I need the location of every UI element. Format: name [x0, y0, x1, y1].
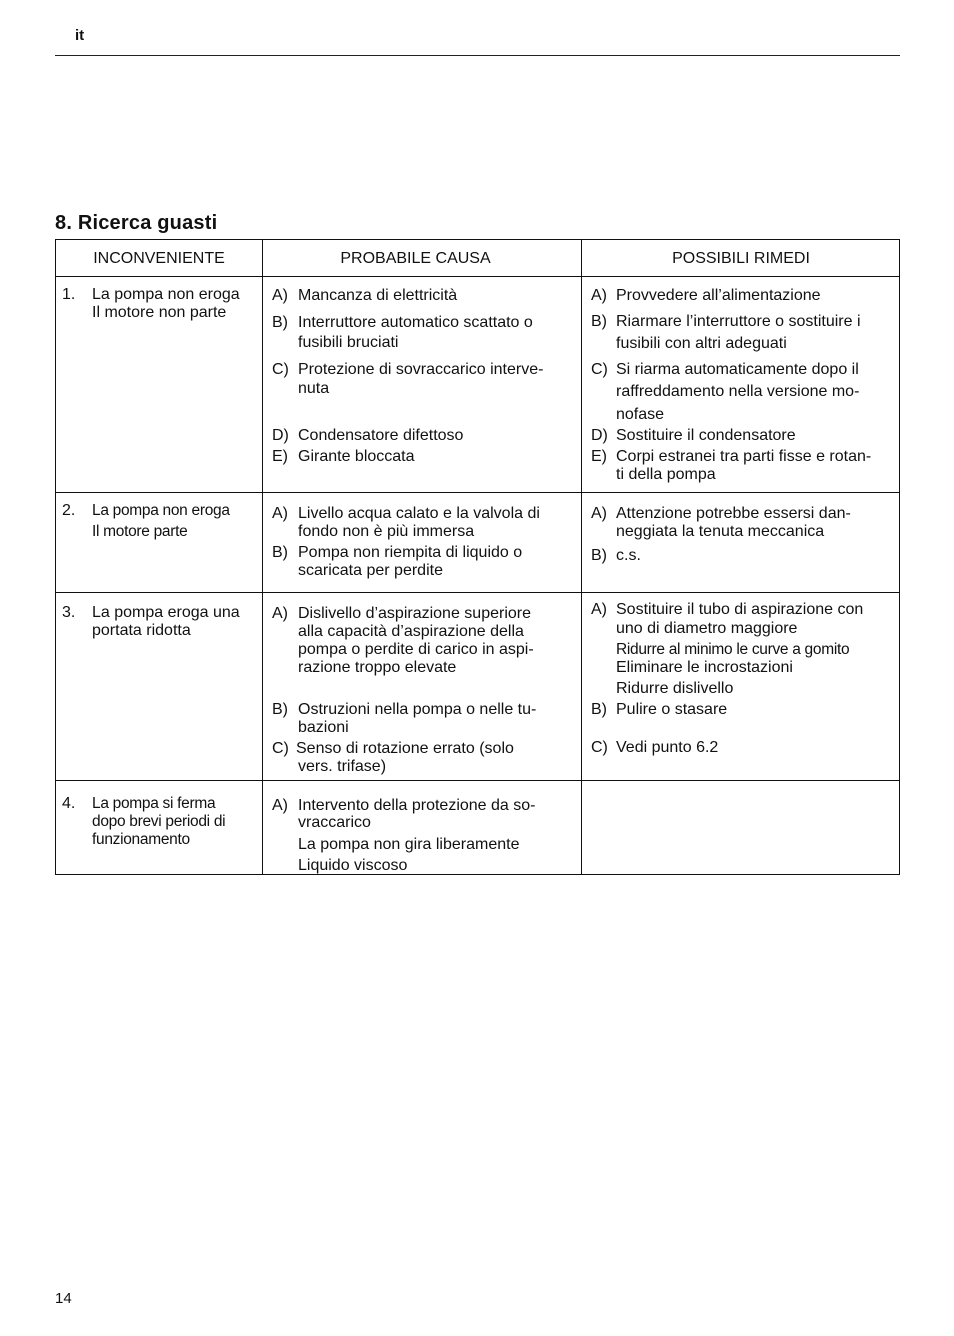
cause-text: razione troppo elevate	[298, 659, 457, 676]
remedy-letter: A)	[591, 287, 607, 304]
cause-text: Mancanza di elettricità	[298, 287, 458, 304]
remedy-text: nofase	[616, 406, 665, 423]
language-code: it	[75, 27, 85, 44]
cause-letter: A)	[272, 797, 288, 814]
row-divider	[56, 276, 899, 277]
cause-letter: B)	[272, 701, 288, 718]
cause-letter: B)	[272, 544, 288, 561]
remedy-text: Ridurre al minimo le curve a gomito	[616, 641, 850, 658]
row-number: 3.	[62, 604, 76, 621]
remedy-text: Vedi punto 6.2	[616, 739, 719, 756]
cause-text: Senso di rotazione errato (solo	[296, 740, 514, 757]
row-divider	[56, 592, 899, 593]
problem-text: La pompa non eroga	[92, 502, 230, 519]
remedy-text: Sostituire il condensatore	[616, 427, 796, 444]
remedy-text: Corpi estranei tra parti fisse e rotan-	[616, 448, 872, 465]
remedy-text: Sostituire il tubo di aspirazione con	[616, 601, 864, 618]
column-divider	[581, 240, 582, 874]
header-inconveniente: INCONVENIENTE	[93, 250, 225, 267]
cause-text: bazioni	[298, 719, 349, 736]
problem-text: dopo brevi periodi di	[92, 813, 226, 830]
remedy-text: Attenzione potrebbe essersi dan-	[616, 505, 851, 522]
cause-text: Interruttore automatico scattato o	[298, 314, 533, 331]
header-possibili-rimedi: POSSIBILI RIMEDI	[672, 250, 810, 267]
problem-text: La pompa si ferma	[92, 795, 216, 812]
remedy-letter: B)	[591, 547, 607, 564]
remedy-text: uno di diametro maggiore	[616, 620, 798, 637]
remedy-letter: E)	[591, 448, 607, 465]
remedy-text: Riarmare l’interruttore o sostituire i	[616, 313, 861, 330]
remedy-letter: C)	[591, 361, 608, 378]
problem-text: La pompa eroga una	[92, 604, 240, 621]
remedy-letter: C)	[591, 739, 608, 756]
problem-text: La pompa non eroga	[92, 286, 240, 303]
cause-text: alla capacità d’aspirazione della	[298, 623, 524, 640]
cause-text: Pompa non riempita di liquido o	[298, 544, 523, 561]
problem-text: Il motore non parte	[92, 304, 227, 321]
cause-text: fusibili bruciati	[298, 334, 399, 351]
cause-text: vers. trifase)	[298, 758, 387, 775]
cause-text: Girante bloccata	[298, 448, 415, 465]
remedy-letter: A)	[591, 601, 607, 618]
row-divider	[56, 780, 899, 781]
page-number: 14	[55, 1290, 72, 1307]
troubleshooting-table	[55, 239, 900, 875]
remedy-text: Ridurre dislivello	[616, 680, 734, 697]
cause-text: fondo non è più immersa	[298, 523, 475, 540]
row-divider	[56, 492, 899, 493]
cause-text: Ostruzioni nella pompa o nelle tu-	[298, 701, 537, 718]
cause-text: Condensatore difettoso	[298, 427, 464, 444]
remedy-text: fusibili con altri adeguati	[616, 335, 787, 352]
row-number: 1.	[62, 286, 76, 303]
remedy-text: ti della pompa	[616, 466, 716, 483]
cause-letter: C)	[272, 361, 289, 378]
cause-text: Protezione di sovraccarico interve-	[298, 361, 544, 378]
cause-letter: D)	[272, 427, 289, 444]
cause-text: scaricata per perdite	[298, 562, 443, 579]
cause-text: La pompa non gira liberamente	[298, 836, 520, 853]
cause-text: Intervento della protezione da so-	[298, 797, 536, 814]
remedy-letter: A)	[591, 505, 607, 522]
cause-letter: E)	[272, 448, 288, 465]
remedy-text: Pulire o stasare	[616, 701, 728, 718]
problem-text: Il motore parte	[92, 523, 188, 540]
remedy-text: c.s.	[616, 547, 641, 564]
remedy-letter: B)	[591, 313, 607, 330]
cause-text: nuta	[298, 380, 330, 397]
remedy-text: neggiata la tenuta meccanica	[616, 523, 825, 540]
cause-letter: A)	[272, 605, 288, 622]
problem-text: funzionamento	[92, 831, 190, 848]
problem-text: portata ridotta	[92, 622, 191, 639]
cause-letter: C)	[272, 740, 289, 757]
section-title: 8. Ricerca guasti	[55, 212, 218, 234]
cause-text: Livello acqua calato e la valvola di	[298, 505, 540, 522]
row-number: 4.	[62, 795, 76, 812]
row-number: 2.	[62, 502, 76, 519]
header-probabile-causa: PROBABILE CAUSA	[340, 250, 491, 267]
remedy-letter: D)	[591, 427, 608, 444]
remedy-text: raffreddamento nella versione mo-	[616, 383, 860, 400]
remedy-text: Si riarma automaticamente dopo il	[616, 361, 859, 378]
cause-letter: A)	[272, 287, 288, 304]
cause-text: Dislivello d’aspirazione superiore	[298, 605, 531, 622]
remedy-text: Provvedere all’alimentazione	[616, 287, 821, 304]
cause-text: Liquido viscoso	[298, 857, 408, 874]
column-divider	[262, 240, 263, 874]
cause-text: pompa o perdite di carico in aspi-	[298, 641, 534, 658]
header-rule	[55, 55, 900, 56]
remedy-text: Eliminare le incrostazioni	[616, 659, 793, 676]
remedy-letter: B)	[591, 701, 607, 718]
cause-letter: A)	[272, 505, 288, 522]
cause-letter: B)	[272, 314, 288, 331]
cause-text: vraccarico	[298, 814, 371, 831]
